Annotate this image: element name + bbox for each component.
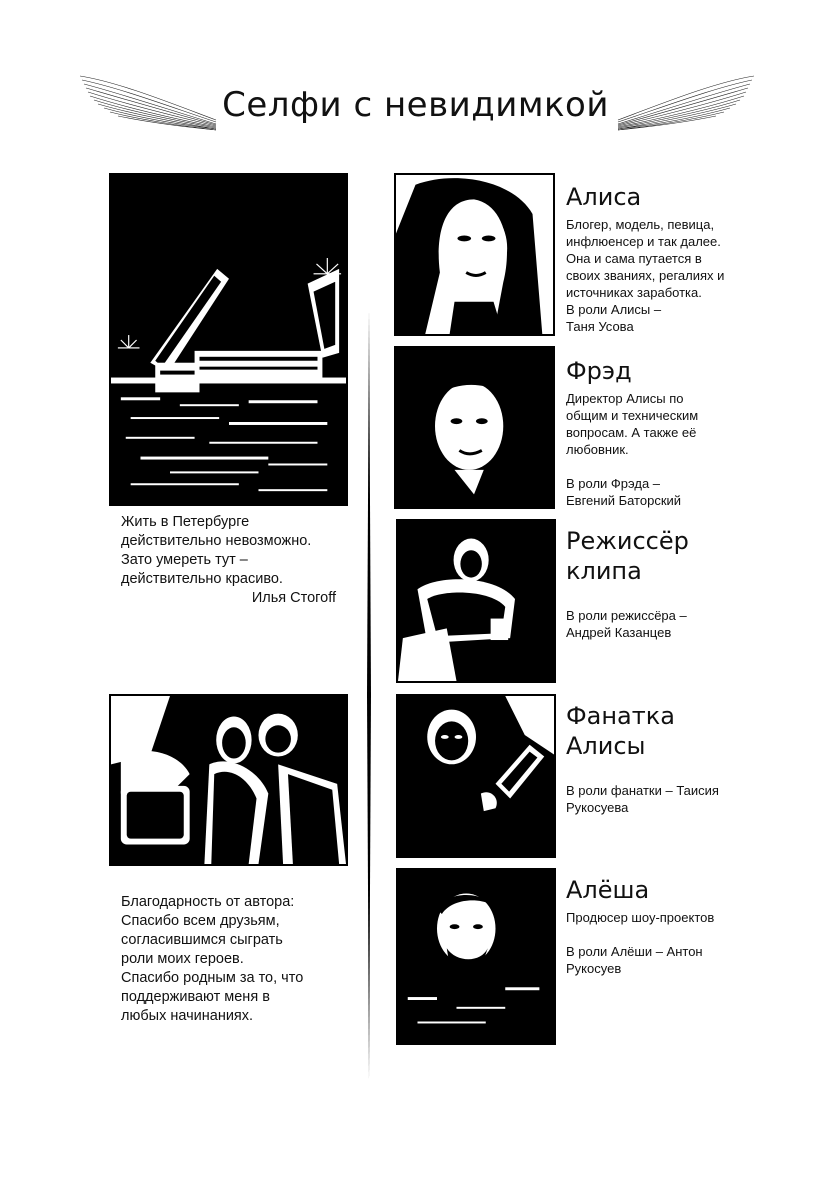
description-line: любовник. [566,442,629,457]
character-description [566,216,781,335]
role-line: В роли Алисы – [566,302,662,317]
thanks-line: Благодарность от автора: [121,894,295,910]
description-line: Блогер, модель, певица, [566,217,715,232]
character-alisa [566,182,781,335]
thanks-line: Спасибо родным за то, что [121,970,304,986]
role-line: В роли Фрэда – [566,476,661,491]
alisa-portrait [394,173,555,336]
character-description [566,909,781,977]
character-description [566,590,781,641]
description-line: Директор Алисы по [566,391,684,406]
character-fred [566,356,781,509]
character-fan [566,701,781,816]
fan-portrait [396,694,556,858]
character-description [566,390,781,509]
quote-author: Илья Стогоff [251,590,336,606]
character-name [566,701,781,761]
selfie-photo [109,694,348,866]
quote-line: действительно красиво. [121,571,283,587]
description-line: Она и сама путается в [566,251,702,266]
description-line: источниках заработка. [566,285,702,300]
description-line: Продюсер шоу-проектов [566,910,715,925]
thanks-line: поддерживают меня в [121,989,270,1005]
role-line: В роли фанатки – Таисия [566,783,719,798]
quote-line: Зато умереть тут – [121,552,248,568]
column-divider [362,310,376,1080]
thanks-line: согласившимся сыграть [121,932,283,948]
quote-line: действительно невозможно. [121,533,312,549]
character-name: Алёша [566,876,650,904]
author-thanks [121,893,341,1026]
description-line: общим и техническим [566,408,699,423]
thanks-line: любых начинаниях. [121,1008,254,1024]
character-name [566,526,781,586]
director-portrait [396,519,556,683]
name-line: Фанатка [566,702,675,730]
description-line: инфлюенсер и так далее. [566,234,721,249]
character-alyosha [566,875,781,977]
fred-portrait [394,346,555,509]
drawbridge-photo [109,173,348,506]
name-line: клипа [566,557,642,585]
role-line: Таня Усова [566,319,634,334]
quote-line: Жить в Петербурге [121,514,250,530]
alyosha-portrait [396,868,556,1045]
role-line: Рукосуева [566,800,629,815]
role-line: В роли режиссёра – [566,608,687,623]
thanks-line: Спасибо всем друзьям, [121,913,280,929]
character-name: Фрэд [566,357,632,385]
role-line: Евгений Баторский [566,493,682,508]
thanks-line: роли моих героев. [121,951,244,967]
character-description [566,765,781,816]
character-name: Алиса [566,183,642,211]
role-line: В роли Алёши – Антон [566,944,703,959]
description-line: вопросам. А также её [566,425,697,440]
name-line: Режиссёр [566,527,689,555]
page-title: Селфи с невидимкой [222,85,609,125]
name-line: Алисы [566,732,646,760]
epigraph-quote [121,513,341,608]
description-line: своих званиях, регалиях и [566,268,725,283]
role-line: Андрей Казанцев [566,625,672,640]
role-line: Рукосуев [566,961,622,976]
character-director [566,526,781,641]
